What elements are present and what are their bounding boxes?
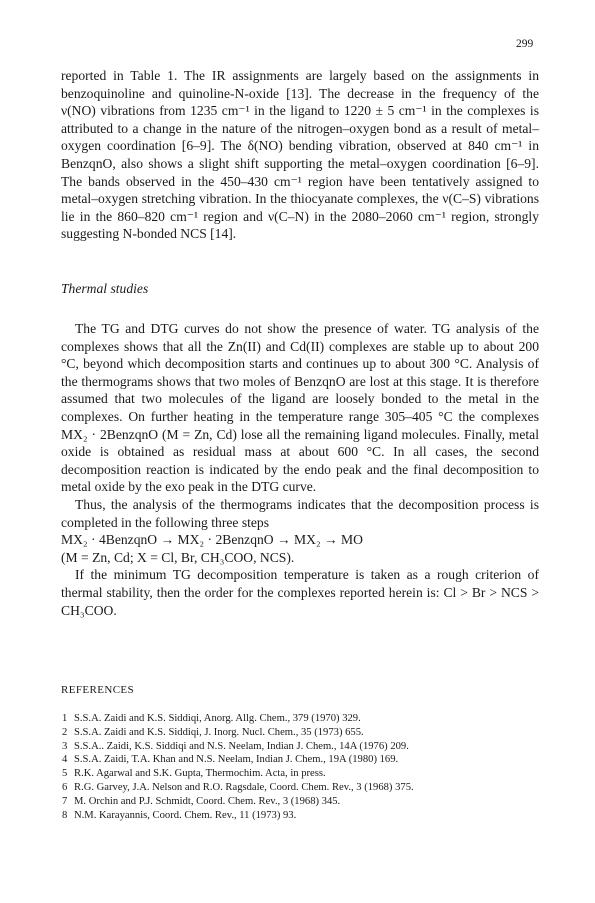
reference-number: 3 xyxy=(62,740,68,752)
reference-number: 1 xyxy=(62,713,68,724)
section-heading-thermal-studies: Thermal studies xyxy=(61,281,149,296)
reference-text: S.S.A. Zaidi and K.S. Siddiqi, J. Inorg. Nucl. Chem., 35 (1973) 655. xyxy=(74,726,364,738)
reference-number: 2 xyxy=(62,726,68,738)
reference-text: S.S.A. Zaidi, T.A. Khan and N.S. Neelam, Indian J. Chem., 19A (1980) 169. xyxy=(74,754,399,766)
paragraph-ir-text: reported in Table 1. The IR assignments are largely based on the assignments in benzoquinoline and quinoline-N-oxide [13]. The decrease in the frequency of the ν(NO) vibrations from 1235 cm⁻¹ in the ligand to 1220 ± 5 cm⁻¹ in the complexes is attributed to a change in the nature of the nitrogen–oxygen bond as a result of metal–oxygen coordination [6–9]. The δ(NO) bending vibration, observed at 840 cm⁻¹ in BenzqnO, also shows a slight shift supporting the metal–oxygen coordination [6–9]. The bands observed in the 450–430 cm⁻¹ region have been tentatively assigned to metal–oxygen stretching vibration. In the thiocyanate complexes, the ν(C–S) vibrations lie in the 860–820 cm⁻¹ region and ν(C–N) in the 2080–2060 cm⁻¹ region, strongly suggesting N-bonded NCS [14]. xyxy=(61,68,539,242)
reference-item xyxy=(62,740,540,754)
references-list xyxy=(62,712,540,822)
reference-item xyxy=(62,809,540,823)
reference-number: 6 xyxy=(62,781,68,793)
reference-item xyxy=(62,726,540,740)
reference-text: M. Orchin and P.J. Schmidt, Coord. Chem. Rev., 3 (1968) 345. xyxy=(74,795,341,807)
reference-item xyxy=(62,767,540,781)
reference-number: 7 xyxy=(62,795,68,807)
thermal-studies-section xyxy=(61,320,539,619)
reference-text: S.S.A. Zaidi and K.S. Siddiqi, Anorg. Allg. Chem., 379 (1970) 329. xyxy=(74,713,361,724)
paragraph-stability-order: If the minimum TG decomposition temperature is taken as a rough criterion of thermal stability, then the order for the complexes reported herein is: Cl > Br > NCS > CH₃COO. xyxy=(61,567,539,618)
reference-item xyxy=(62,753,540,767)
paragraph-thus: Thus, the analysis of the thermograms indicates that the decomposition process is completed in the following three steps xyxy=(61,496,539,530)
reference-text: R.G. Garvey, J.A. Nelson and R.O. Ragsdale, Coord. Chem. Rev., 3 (1968) 375. xyxy=(74,781,414,793)
page-number: 299 xyxy=(516,38,534,50)
reference-text: S.S.A.. Zaidi, K.S. Siddiqi and N.S. Neelam, Indian J. Chem., 14A (1976) 209. xyxy=(74,740,409,752)
paragraph-ir-assignments xyxy=(61,67,539,243)
reference-number: 4 xyxy=(62,754,68,766)
references-heading: REFERENCES xyxy=(61,684,135,696)
reference-item xyxy=(62,781,540,795)
reference-number: 5 xyxy=(62,768,68,780)
reference-item xyxy=(62,795,540,809)
reference-item xyxy=(62,712,540,726)
reference-number: 8 xyxy=(62,809,68,821)
reference-text: N.M. Karayannis, Coord. Chem. Rev., 11 (1973) 93. xyxy=(74,809,297,821)
reference-text: R.K. Agarwal and S.K. Gupta, Thermochim. Acta, in press. xyxy=(74,768,326,780)
paragraph-tg-analysis: The TG and DTG curves do not show the presence of water. TG analysis of the complexes shows that all the Zn(II) and Cd(II) complexes are stable up to about 200 °C, beyond which decomposition starts and continues up to about 300 °C. Analysis of the thermograms shows that two moles of BenzqnO are lost at this stage. It is therefore assumed that two molecules of the ligand are loosely bonded to the metal in the complexes. On further heating in the temperature range 305–405 °C the complexes MX₂ · 2BenzqnO (M = Zn, Cd) lose all the remaining ligand molecules. Finally, metal oxide is obtained as residual mass at about 600 °C. In all cases, the second decomposition reaction is indicated by the endo peak and the final decomposition to metal oxide by the exo peak in the DTG curve. xyxy=(61,321,539,495)
decomposition-equation: MX₂ · 4BenzqnO → MX₂ · 2BenzqnO → MX₂ → MO xyxy=(61,532,363,548)
equation-definitions: (M = Zn, Cd; X = Cl, Br, CH₃COO, NCS). xyxy=(61,549,295,565)
